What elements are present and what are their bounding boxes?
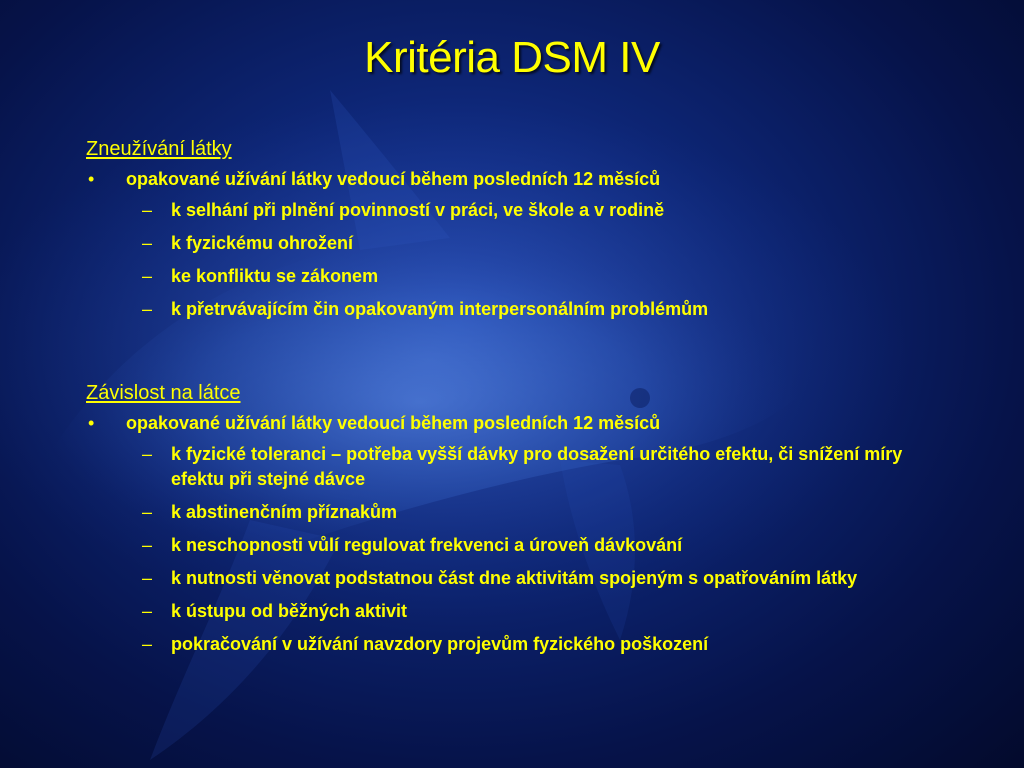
bullet-marker: •	[88, 169, 95, 189]
list-item-text: k nutnosti věnovat podstatnou část dne aktivitám spojeným s opatřováním látky	[171, 568, 858, 588]
slide-content	[86, 134, 956, 665]
dash-marker: –	[142, 601, 153, 621]
dash-marker: –	[142, 634, 153, 654]
list-item	[86, 297, 941, 322]
slide-title: Kritéria DSM IV	[364, 33, 660, 82]
list-item	[86, 566, 941, 591]
list-item	[86, 264, 941, 289]
dash-marker: –	[142, 299, 153, 319]
section-spacer	[86, 330, 956, 378]
list-item	[86, 632, 941, 657]
bullet-text: opakované užívání látky vedoucí během posledních 12 měsíců	[126, 413, 661, 433]
list-item	[86, 533, 941, 558]
bullet-marker: •	[88, 413, 95, 433]
section-heading-dependence: Závislost na látce	[86, 382, 241, 404]
bullet-abuse	[86, 166, 956, 192]
list-item-text: pokračování v užívání navzdory projevům fyzického poškození	[171, 634, 709, 654]
list-item	[86, 231, 941, 256]
bullet-text: opakované užívání látky vedoucí během posledních 12 měsíců	[126, 169, 661, 189]
list-item	[86, 442, 941, 492]
list-item	[86, 198, 941, 223]
list-item	[86, 599, 941, 624]
bullet-dependence	[86, 410, 956, 436]
dash-marker: –	[142, 568, 153, 588]
list-item-text: k přetrvávajícím čin opakovaným interpersonálním problémům	[171, 299, 709, 319]
dash-marker: –	[142, 502, 153, 522]
list-item-text: k neschopnosti vůlí regulovat frekvenci a úroveň dávkování	[171, 535, 683, 555]
list-item	[86, 500, 941, 525]
dash-marker: –	[142, 200, 153, 220]
dash-marker: –	[142, 266, 153, 286]
list-item-text: k ústupu od běžných aktivit	[171, 601, 408, 621]
dash-marker: –	[142, 233, 153, 253]
dash-marker: –	[142, 444, 153, 464]
list-item-text: k abstinenčním příznakům	[171, 502, 398, 522]
list-item-text: k fyzickému ohrožení	[171, 233, 354, 253]
list-item-text: ke konfliktu se zákonem	[171, 266, 379, 286]
list-item-text: k selhání při plnění povinností v práci, ve škole a v rodině	[171, 200, 665, 220]
dash-marker: –	[142, 535, 153, 555]
section-heading-abuse: Zneužívání látky	[86, 138, 232, 160]
list-item-text: k fyzické toleranci – potřeba vyšší dávky pro dosažení určitého efektu, či snížení míry efektu při stejné dávce	[171, 444, 903, 489]
